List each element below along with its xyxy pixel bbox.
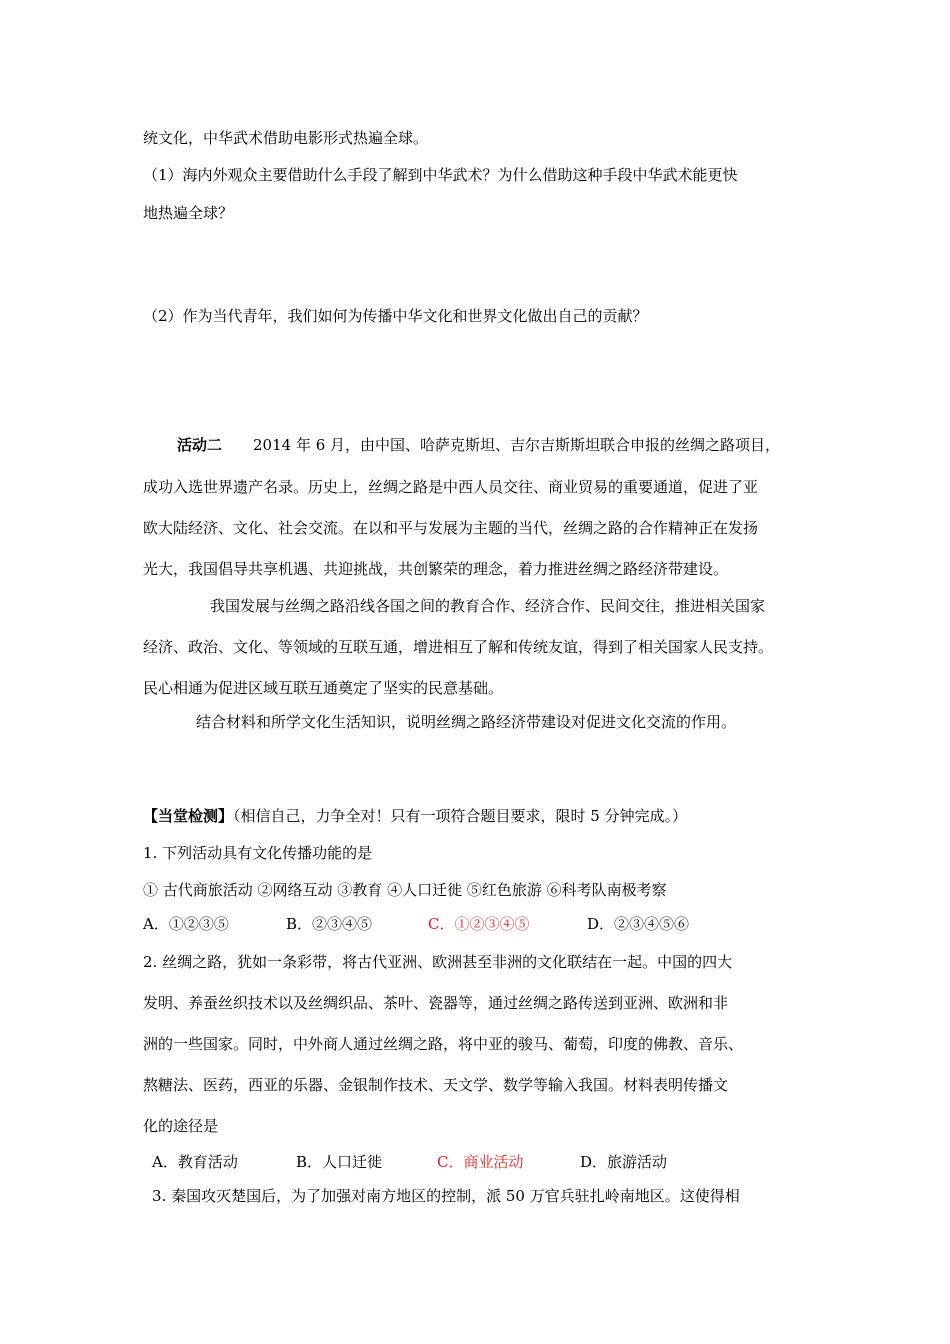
q2-line: 洲的一些国家。同时，中外商人通过丝绸之路，将中亚的骏马、葡萄，印度的佛教、音乐、 [143, 1035, 744, 1053]
q1-stem: 1. 下列活动具有文化传播功能的是 [143, 844, 373, 862]
q1-option-d: D．②③④⑤⑥ [587, 915, 690, 933]
activity-2-label: 活动二 [177, 436, 223, 454]
question-1-line-1: （1）海内外观众主要借助什么手段了解到中华武术？为什么借助这种手段中华武术能更快 [143, 166, 738, 184]
q2-option-b: B．人口迁徙 [296, 1153, 383, 1171]
activity-2-line: 民心相通为促进区域互联互通奠定了坚实的民意基础。 [143, 679, 504, 697]
activity-2-line: 光大，我国倡导共享机遇、共迎挑战，共创繁荣的理念，着力推进丝绸之路经济带建设。 [143, 560, 729, 578]
q2-line: 熬糖法、医药，西亚的乐器、金银制作技术、天文学、数学等输入我国。材料表明传播文 [143, 1076, 729, 1094]
question-2-text: （2）作为当代青年，我们如何为传播中华文化和世界文化做出自己的贡献？ [143, 307, 648, 325]
q2-line: 2. 丝绸之路，犹如一条彩带，将古代亚洲、欧洲甚至非洲的文化联结在一起。中国的四大 [143, 953, 733, 971]
q3-line-1: 3. 秦国攻灭楚国后，为了加强对南方地区的控制，派 50 万官兵驻扎岭南地区。这使得相 [152, 1187, 740, 1205]
check-note: （相信自己，力争全对！只有一项符合题目要求，限时 5 分钟完成。） [233, 807, 688, 825]
question-1-line-2: 地热遍全球？ [143, 204, 234, 222]
activity-2-line: 经济、政治、文化、等领域的互联互通，增进相互了解和传统友谊，得到了相关国家人民支持。 [143, 638, 774, 656]
q1-option-c-answer: C．①②③④⑤ [428, 915, 530, 933]
activity-2-line: 我国发展与丝绸之路沿线各国之间的教育合作、经济合作、民间交往，推进相关国家 [210, 597, 766, 615]
activity-2-line: 成功入选世界遗产名录。历史上，丝绸之路是中西人员交往、商业贸易的重要通道，促进了亚 [143, 478, 759, 496]
q1-items: ① 古代商旅活动 ②网络互动 ③教育 ④人口迁徙 ⑤红色旅游 ⑥科考队南极考察 [143, 881, 667, 899]
activity-2-task: 结合材料和所学文化生活知识，说明丝绸之路经济带建设对促进文化交流的作用。 [196, 713, 737, 731]
activity-2-line: 欧大陆经济、文化、社会交流。在以和平与发展为主题的当代，丝绸之路的合作精神正在发扬 [143, 519, 759, 537]
q1-option-a: A．①②③⑤ [143, 915, 229, 933]
check-header [143, 806, 687, 826]
q2-option-d: D．旅游活动 [580, 1153, 668, 1171]
q2-option-a: A．教育活动 [152, 1153, 238, 1171]
activity-2-line: 2014 年 6 月，由中国、哈萨克斯坦、吉尔吉斯斯坦联合申报的丝绸之路项目， [253, 436, 781, 454]
q2-line: 化的途径是 [143, 1117, 219, 1135]
q2-line: 发明、养蚕丝织技术以及丝绸织品、茶叶、瓷器等，通过丝绸之路传送到亚洲、欧洲和非 [143, 994, 729, 1012]
q1-option-b: B．②③④⑤ [286, 915, 373, 933]
check-title: 【当堂检测】 [143, 807, 234, 825]
q2-option-c-answer: C．商业活动 [437, 1153, 524, 1171]
intro-end-text: 统文化，中华武术借助电影形式热遍全球。 [143, 129, 429, 147]
